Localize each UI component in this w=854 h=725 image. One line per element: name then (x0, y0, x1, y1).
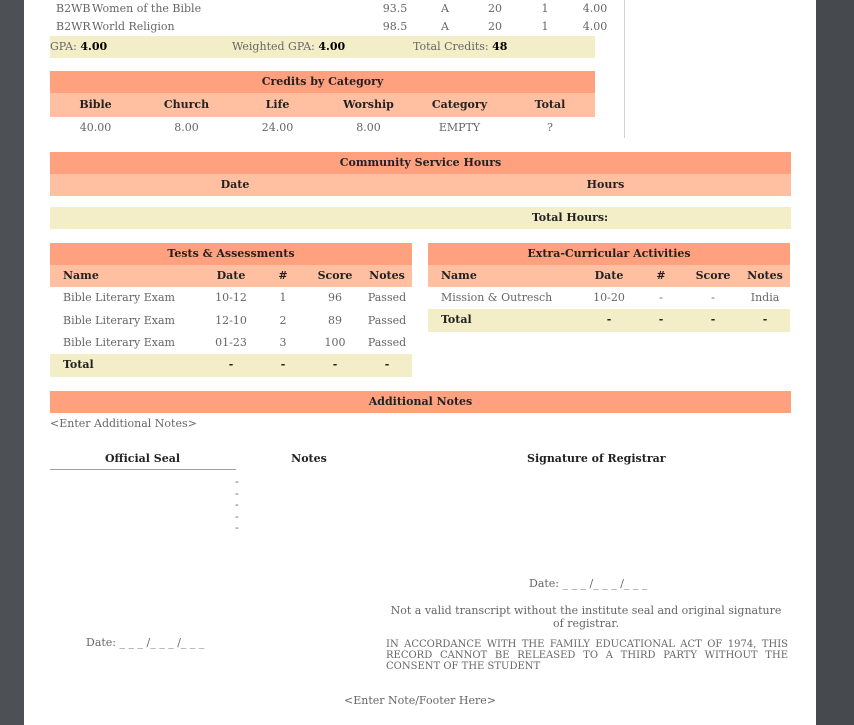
weighted-gpa-label: Weighted GPA: (232, 40, 315, 53)
activities-title: Extra-Curricular Activities (428, 243, 790, 265)
gpa-label: GPA: (50, 40, 77, 53)
test-notes: Passed (367, 291, 407, 304)
credits-value-total: ? (547, 121, 553, 134)
credits-value-category: EMPTY (438, 121, 481, 134)
test-name: Bible Literary Exam (63, 314, 175, 327)
activities-row (428, 287, 790, 309)
course-score: 93.5 (382, 2, 408, 15)
test-number: 2 (279, 314, 287, 327)
community-service-total-row (50, 207, 791, 229)
total-credits-label: Total Credits: (413, 40, 489, 53)
test-number: 1 (279, 291, 287, 304)
activities-header-score: Score (695, 269, 731, 282)
activities-header-row (428, 265, 790, 287)
notes-dash: - (235, 509, 239, 523)
additional-notes-title: Additional Notes (50, 391, 791, 413)
additional-notes-field[interactable]: <Enter Additional Notes> (50, 417, 197, 430)
credits-category-values-row (50, 117, 595, 139)
notes-dash: - (235, 475, 239, 488)
credits-category-header-row (50, 93, 595, 117)
tests-total-notes: - (384, 358, 390, 371)
tests-row (50, 287, 412, 309)
credits-category-title: Credits by Category (50, 71, 595, 93)
activities-total-row (428, 309, 790, 332)
test-name: Bible Literary Exam (63, 291, 175, 304)
credits-header-total: Total (534, 98, 566, 111)
activity-date: 10-20 (593, 291, 625, 304)
activities-total-date: - (606, 313, 612, 326)
course-row (50, 18, 620, 36)
registrar-date: Date: _ _ _ /_ _ _ /_ _ _ (529, 577, 648, 590)
tests-header-row (50, 265, 412, 287)
course-credits: 1 (541, 20, 549, 33)
course-gpa: 4.00 (582, 20, 608, 33)
page-shadow (816, 0, 854, 725)
credits-header-church: Church (163, 98, 210, 111)
test-score: 100 (324, 336, 346, 349)
notes-dash: - (235, 498, 239, 511)
registrar-signature-label: Signature of Registrar (527, 452, 666, 465)
course-hours: 20 (488, 2, 502, 15)
course-code: B2WB (56, 2, 91, 15)
notes-dash-list (235, 476, 239, 534)
test-notes: Passed (367, 314, 407, 327)
activities-header-name: Name (441, 269, 477, 282)
activities-total-label: Total (441, 313, 472, 326)
notes-dash: - (235, 521, 239, 534)
community-service-title: Community Service Hours (50, 152, 791, 174)
notes-label: Notes (291, 452, 327, 465)
course-credits: 1 (541, 2, 549, 15)
course-hours: 20 (488, 20, 502, 33)
ferpa-notice: IN ACCORDANCE WITH THE FAMILY EDUCATIONAL ACT OF 1974, THIS RECORD CANNOT BE RELEASED TO A THIRD PARTY WITHOUT THE CONSENT OF THE STUDENT (386, 639, 788, 672)
test-date: 12-10 (215, 314, 247, 327)
tests-total-row (50, 354, 412, 377)
activities-header-date: Date (594, 269, 624, 282)
course-code: B2WR (56, 20, 91, 33)
activity-notes: India (750, 291, 780, 304)
activities-header-number: # (656, 269, 666, 282)
official-seal-underline (50, 469, 236, 470)
tests-header-date: Date (216, 269, 246, 282)
course-score: 98.5 (382, 20, 408, 33)
total-credits-value: 48 (492, 40, 508, 53)
community-service-date-header: Date (220, 178, 250, 191)
activity-score: - (711, 291, 715, 304)
tests-header-number: # (278, 269, 288, 282)
tests-header-name: Name (63, 269, 99, 282)
tests-total-date: - (228, 358, 234, 371)
weighted-gpa-value: 4.00 (318, 40, 346, 53)
column-divider (624, 0, 625, 138)
tests-row (50, 310, 412, 332)
transcript-page (24, 0, 816, 725)
course-grade: A (441, 20, 449, 33)
credits-value-life: 24.00 (261, 121, 294, 134)
credits-header-category: Category (431, 98, 488, 111)
community-service-hours-header: Hours (586, 178, 625, 191)
test-date: 01-23 (215, 336, 247, 349)
credits-header-bible: Bible (79, 98, 112, 111)
activities-total-score: - (710, 313, 716, 326)
test-score: 89 (328, 314, 342, 327)
gpa-value: 4.00 (80, 40, 108, 53)
course-name: World Religion (92, 20, 175, 33)
tests-total-number: - (280, 358, 286, 371)
tests-title: Tests & Assessments (50, 243, 412, 265)
seal-date: Date: _ _ _ /_ _ _ /_ _ _ (86, 636, 205, 649)
tests-total-score: - (332, 358, 338, 371)
activity-name: Mission & Outresch (441, 291, 553, 304)
credits-value-bible: 40.00 (79, 121, 112, 134)
test-notes: Passed (367, 336, 407, 349)
test-name: Bible Literary Exam (63, 336, 175, 349)
tests-header-notes: Notes (369, 269, 405, 282)
tests-row (50, 332, 412, 354)
tests-header-score: Score (317, 269, 353, 282)
footer-note[interactable]: <Enter Note/Footer Here> (344, 694, 496, 707)
gpa-summary (50, 36, 595, 58)
validity-note: Not a valid transcript without the institute seal and original signature of registrar. (390, 604, 782, 630)
activities-header-notes: Notes (747, 269, 783, 282)
test-number: 3 (279, 336, 287, 349)
community-service-total-label: Total Hours: (531, 211, 609, 224)
course-name: Women of the Bible (92, 2, 202, 15)
activities-total-number: - (658, 313, 664, 326)
course-gpa: 4.00 (582, 2, 608, 15)
credits-header-life: Life (265, 98, 290, 111)
credits-value-church: 8.00 (174, 121, 199, 134)
community-service-header-row (50, 174, 791, 196)
test-score: 96 (328, 291, 342, 304)
course-grade: A (441, 2, 449, 15)
credits-header-worship: Worship (343, 98, 394, 111)
test-date: 10-12 (215, 291, 247, 304)
activities-total-notes: - (762, 313, 768, 326)
notes-dash: - (235, 486, 239, 500)
official-seal-label: Official Seal (104, 452, 181, 465)
course-row (50, 0, 620, 18)
credits-value-worship: 8.00 (356, 121, 381, 134)
tests-total-label: Total (63, 358, 94, 371)
activity-number: - (659, 291, 663, 304)
